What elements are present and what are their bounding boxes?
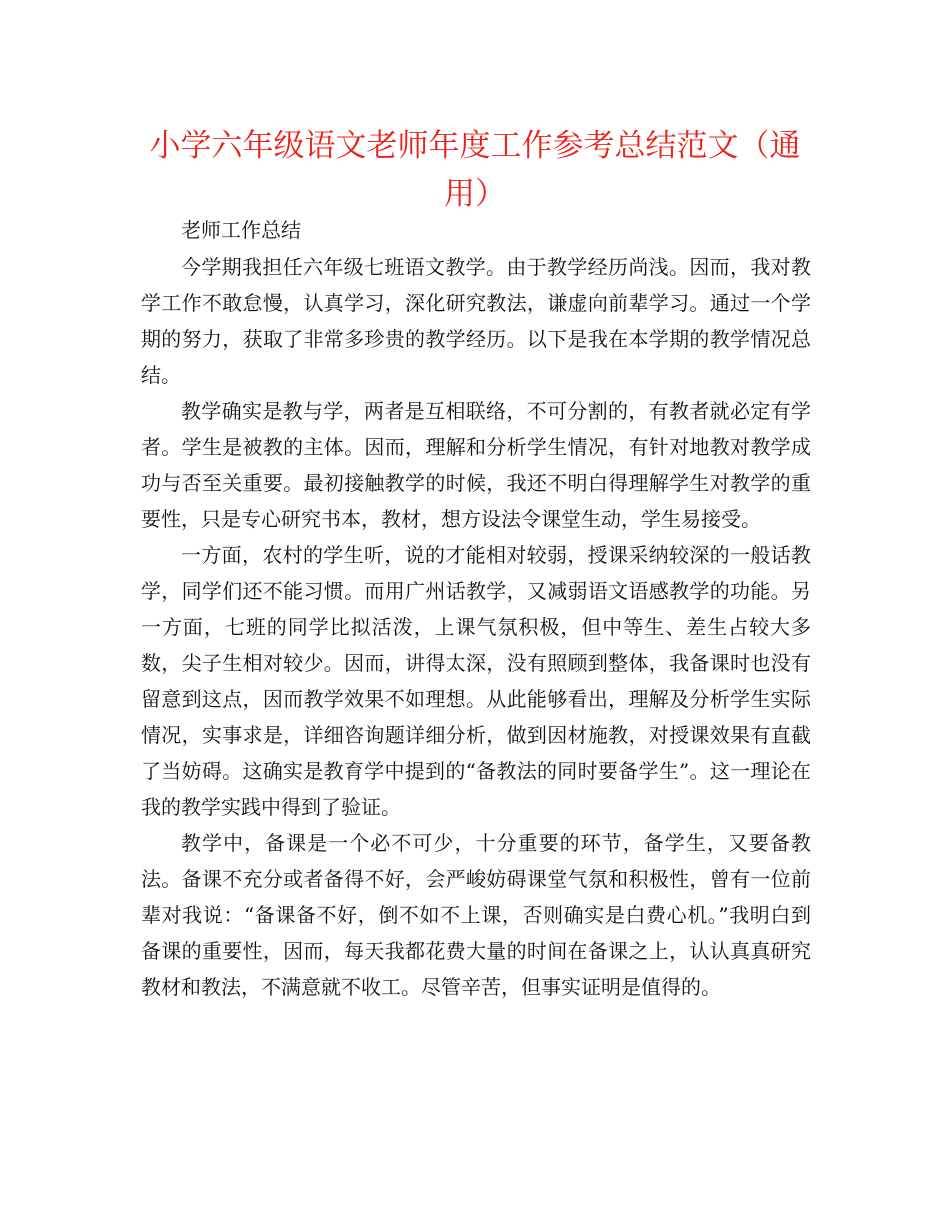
document-body [141,212,811,1005]
document-title: 小学六年级语文老师年度工作参考总结范文（通用） [149,128,801,212]
paragraph-4: 教学中，备课是一个必不可少，十分重要的环节，备学生，又要备教法。备课不充分或者备得不好，会严峻妨碍课堂气氛和积极性，曾有一位前辈对我说：“备课备不好，倒不如不上课，否则确实是白费心机。”我明白到备课的重要性，因而，每天我都花费大量的时间在备课之上，认认真真研究教材和教法，不满意就不收工。尽管辛苦，但事实证明是值得的。 [141,831,811,999]
paragraph-3: 一方面，农村的学生听，说的才能相对较弱，授课采纳较深的一般话教学，同学们还不能习惯。而用广州话教学，又减弱语文语感教学的功能。另一方面，七班的同学比拟活泼，上课气氛积极，但中等生、差生占较大多数，尖子生相对较少。因而，讲得太深，没有照顾到整体，我备课时也没有留意到这点，因而教学效果不如理想。从此能够看出，理解及分析学生实际情况，实事求是，详细咨询题详细分析，做到因材施教，对授课效果有直截了当妨碍。这确实是教育学中提到的“备教法的同时要备学生”。这一理论在我的教学实践中得到了验证。 [141,543,811,819]
paragraph-2: 教学确实是教与学，两者是互相联络，不可分割的，有教者就必定有学者。学生是被教的主体。因而，理解和分析学生情况，有针对地教对教学成功与否至关重要。最初接触教学的时候，我还不明白得理解学生对教学的重要性，只是专心研究书本，教材，想方设法令课堂生动，学生易接受。 [141,399,811,531]
paragraph-1: 今学期我担任六年级七班语文教学。由于教学经历尚浅。因而，我对教学工作不敢怠慢，认真学习，深化研究教法，谦虚向前辈学习。通过一个学期的努力，获取了非常多珍贵的教学经历。以下是我在本学期的教学情况总结。 [141,255,811,387]
section-heading: 老师工作总结 [181,218,301,242]
